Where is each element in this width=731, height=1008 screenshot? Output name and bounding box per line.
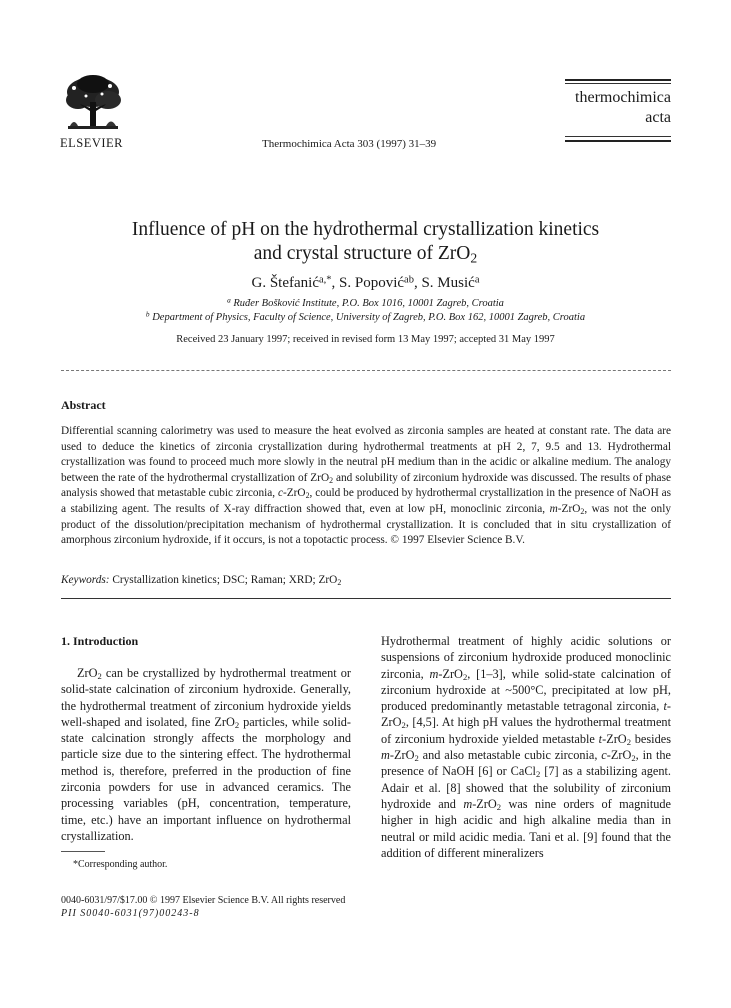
affiliations [40, 297, 691, 325]
journal-name-line1: thermochimica [575, 89, 671, 106]
keywords-label: Keywords: [61, 574, 110, 586]
affiliation-b: $^b$ Department of Physics, Faculty of Science, University of Zagreb, P.O. Box 162, 10001 Zagreb, Croatia [145, 309, 586, 323]
intro-left-column: ZrO$_2$ can be crystallized by hydrothermal treatment or solid-state calcination of zirconium hydroxide. Generally, the hydrothermal treatment of zirconium hydroxide yields well-shaped and isolated, fine ZrO$_2$ particles, while solid-state calcination strongly affects the morphology and particle size due to the sintering effect. The hydrothermal method is, therefore, preferred in the production of fine zirconia powders for use in advanced ceramics. The processing variables (pH, concentration, temperature, time, etc.) have an important influence on hydrothermal crystallization. [61, 666, 351, 843]
brand-rule-bottom-2 [565, 140, 671, 142]
author-2[interactable]: S. Popović$^{ab}$ [339, 274, 414, 291]
author-1[interactable]: G. Štefanić$^{a,*}$ [251, 274, 332, 291]
abstract-body: Differential scanning calorimetry was used to measure the heat evolved as zirconia samples are heated at constant rate. The data are used to deduce the kinetics of zirconia crystallization during hydrothermal treatments at pH 2, 7, 9.5 and 13. Hydrothermal crystallization was found to proceed much more slowly in the neutral pH medium than in the acidic or alkaline medium. The analogy between the rate of the hydrothermal crystallization of ZrO$_2$ and solubility of zirconium hydroxide was discussed. The results of phase analysis showed that metastable cubic zirconia, c-ZrO$_2$, could be produced by hydrothermal crystallization in the presence of NaOH as a stabilizing agent. The results of X-ray diffraction showed that, even at low pH, monoclinic zirconia, m-ZrO$_2$, was not the only product of the dissolution/precipitation mechanism of hydrothermal crystallization. It is concluded that in situ crystallization of amorphous zirconium hydroxide, if it occurs, is not a topotactic process. © 1997 Elsevier Science B.V. [61, 425, 671, 547]
affiliation-a: $^a$ Ruđer Bošković Institute, P.O. Box 1016, 10001 Zagreb, Croatia [227, 295, 504, 309]
footnote-rule [61, 851, 105, 852]
corresponding-author-note: *Corresponding author. [73, 859, 168, 870]
copyright-info: 0040-6031/97/$17.00 © 1997 Elsevier Science B.V. All rights reserved PII S0040-6031(97)00243-8 [61, 895, 346, 919]
elsevier-tree-logo [62, 74, 124, 134]
title-line-1: Influence of pH on the hydrothermal crystallization kinetics [131, 219, 600, 240]
journal-reference: Thermochimica Acta 303 (1997) 31–39 [262, 138, 437, 150]
journal-name-line2: acta [645, 109, 671, 126]
received-dates: Received 23 January 1997; received in revised form 13 May 1997; accepted 31 May 1997 [176, 334, 555, 345]
divider-top [61, 370, 671, 371]
divider-bottom [61, 598, 671, 599]
article-title [60, 218, 671, 266]
brand-rule-top [565, 79, 671, 81]
publisher-name: ELSEVIER [60, 136, 124, 150]
brand-rule-bottom [565, 136, 671, 137]
intro-right-column: Hydrothermal treatment of highly acidic solutions or suspensions of zirconium hydroxide produced monoclinic zirconia, m-ZrO$_2$, [1–3], while solid-state calcination of zirconium hydroxide at ~500°C, precipitated at low pH, produced predominantly metastable tetragonal zirconia, t-ZrO$_2$, [4,5]. At high pH values the hydrothermal treatment of zirconium hydroxide yielded metastable t-ZrO$_2$ besides m-ZrO$_2$ and also metastable cubic zirconia, c-ZrO$_2$, in the presence of NaOH [6] or CaCl$_2$ [7] as a stabilizing agent. Adair et al. [8] showed that the solubility of zirconium hydroxide and m-ZrO$_2$ was nine orders of magnitude higher in high acidic and high alkaline media than in neutral or mild acidic media. Tani et al. [9] found that the addition of different mineralizers [381, 634, 671, 860]
section-heading-introduction: 1. Introduction [61, 634, 139, 648]
brand-rule-top-2 [565, 83, 671, 84]
abstract-heading: Abstract [61, 398, 106, 412]
author-list: G. Štefanić$^{a,*}$, S. Popović$^{ab}$, S. Musić$^a$ [251, 274, 480, 291]
title-line-2: and crystal structure of ZrO$_2$ [253, 243, 478, 266]
author-3[interactable]: S. Musić$^a$ [421, 274, 480, 291]
keywords: Keywords: Crystallization kinetics; DSC; Raman; XRD; ZrO$_2$ [61, 574, 342, 587]
